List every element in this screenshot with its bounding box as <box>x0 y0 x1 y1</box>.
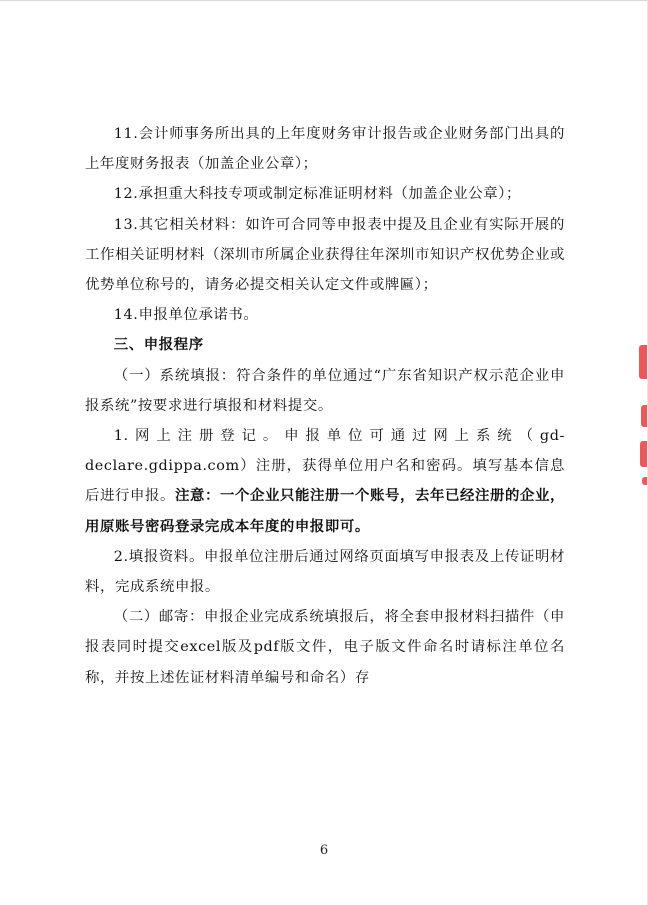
paragraph-mailing: （二）邮寄：申报企业完成系统填报后，将全套申报材料扫描件（申报表同时提交excel版及pdf版文件，电子版文件命名时请标注单位名称，并按上述佐证材料清单编号和命名）存 <box>85 609 565 686</box>
paragraph-item-14: 14.申报单位承诺书。 <box>113 307 259 324</box>
paragraph-item-11: 11.会计师事务所出具的上年度财务审计报告或企业财务部门出具的上年度财务报表（加盖企业公章）； <box>85 126 565 173</box>
red-seal-fragment <box>642 477 647 485</box>
document-body <box>85 119 565 693</box>
paragraph-online-registration <box>85 421 565 542</box>
paragraph-fill-materials: 2.填报资料。申报单位注册后通过网络页面填写申报表及上传证明材料，完成系统申报。 <box>85 548 565 596</box>
red-seal-fragment <box>640 441 647 467</box>
paragraph-item-12: 12.承担重大科技专项或制定标准证明材料（加盖企业公章）； <box>113 186 522 203</box>
online-registration-text: 1.网上注册登记。申报单位可通过网上系统（gd-declare.gdippa.com）注册，获得单位用户名和密码。填写基本信息后进行申报。 <box>85 428 565 505</box>
red-seal-fragment <box>639 345 647 379</box>
paragraph-system-filing: （一）系统填报：符合条件的单位通过“广东省知识产权示范企业申报系统”按要求进行填报和材料提交。 <box>85 367 565 414</box>
registration-notice: 注意：一个企业只能注册一个账号，去年已经注册的企业，用原账号密码登录完成本年度的申报即可。 <box>85 488 565 535</box>
paragraph-item-13: 13.其它相关材料：如许可合同等申报表中提及且企业有实际开展的工作相关证明材料（深圳市所属企业获得往年深圳市知识产权优势企业或优势单位称号的，请务必提交相关认定文件或牌匾）； <box>85 216 565 294</box>
red-seal-fragment <box>641 405 647 427</box>
page-number: 6 <box>319 843 329 858</box>
section-heading-procedure: 三、申报程序 <box>113 337 204 354</box>
